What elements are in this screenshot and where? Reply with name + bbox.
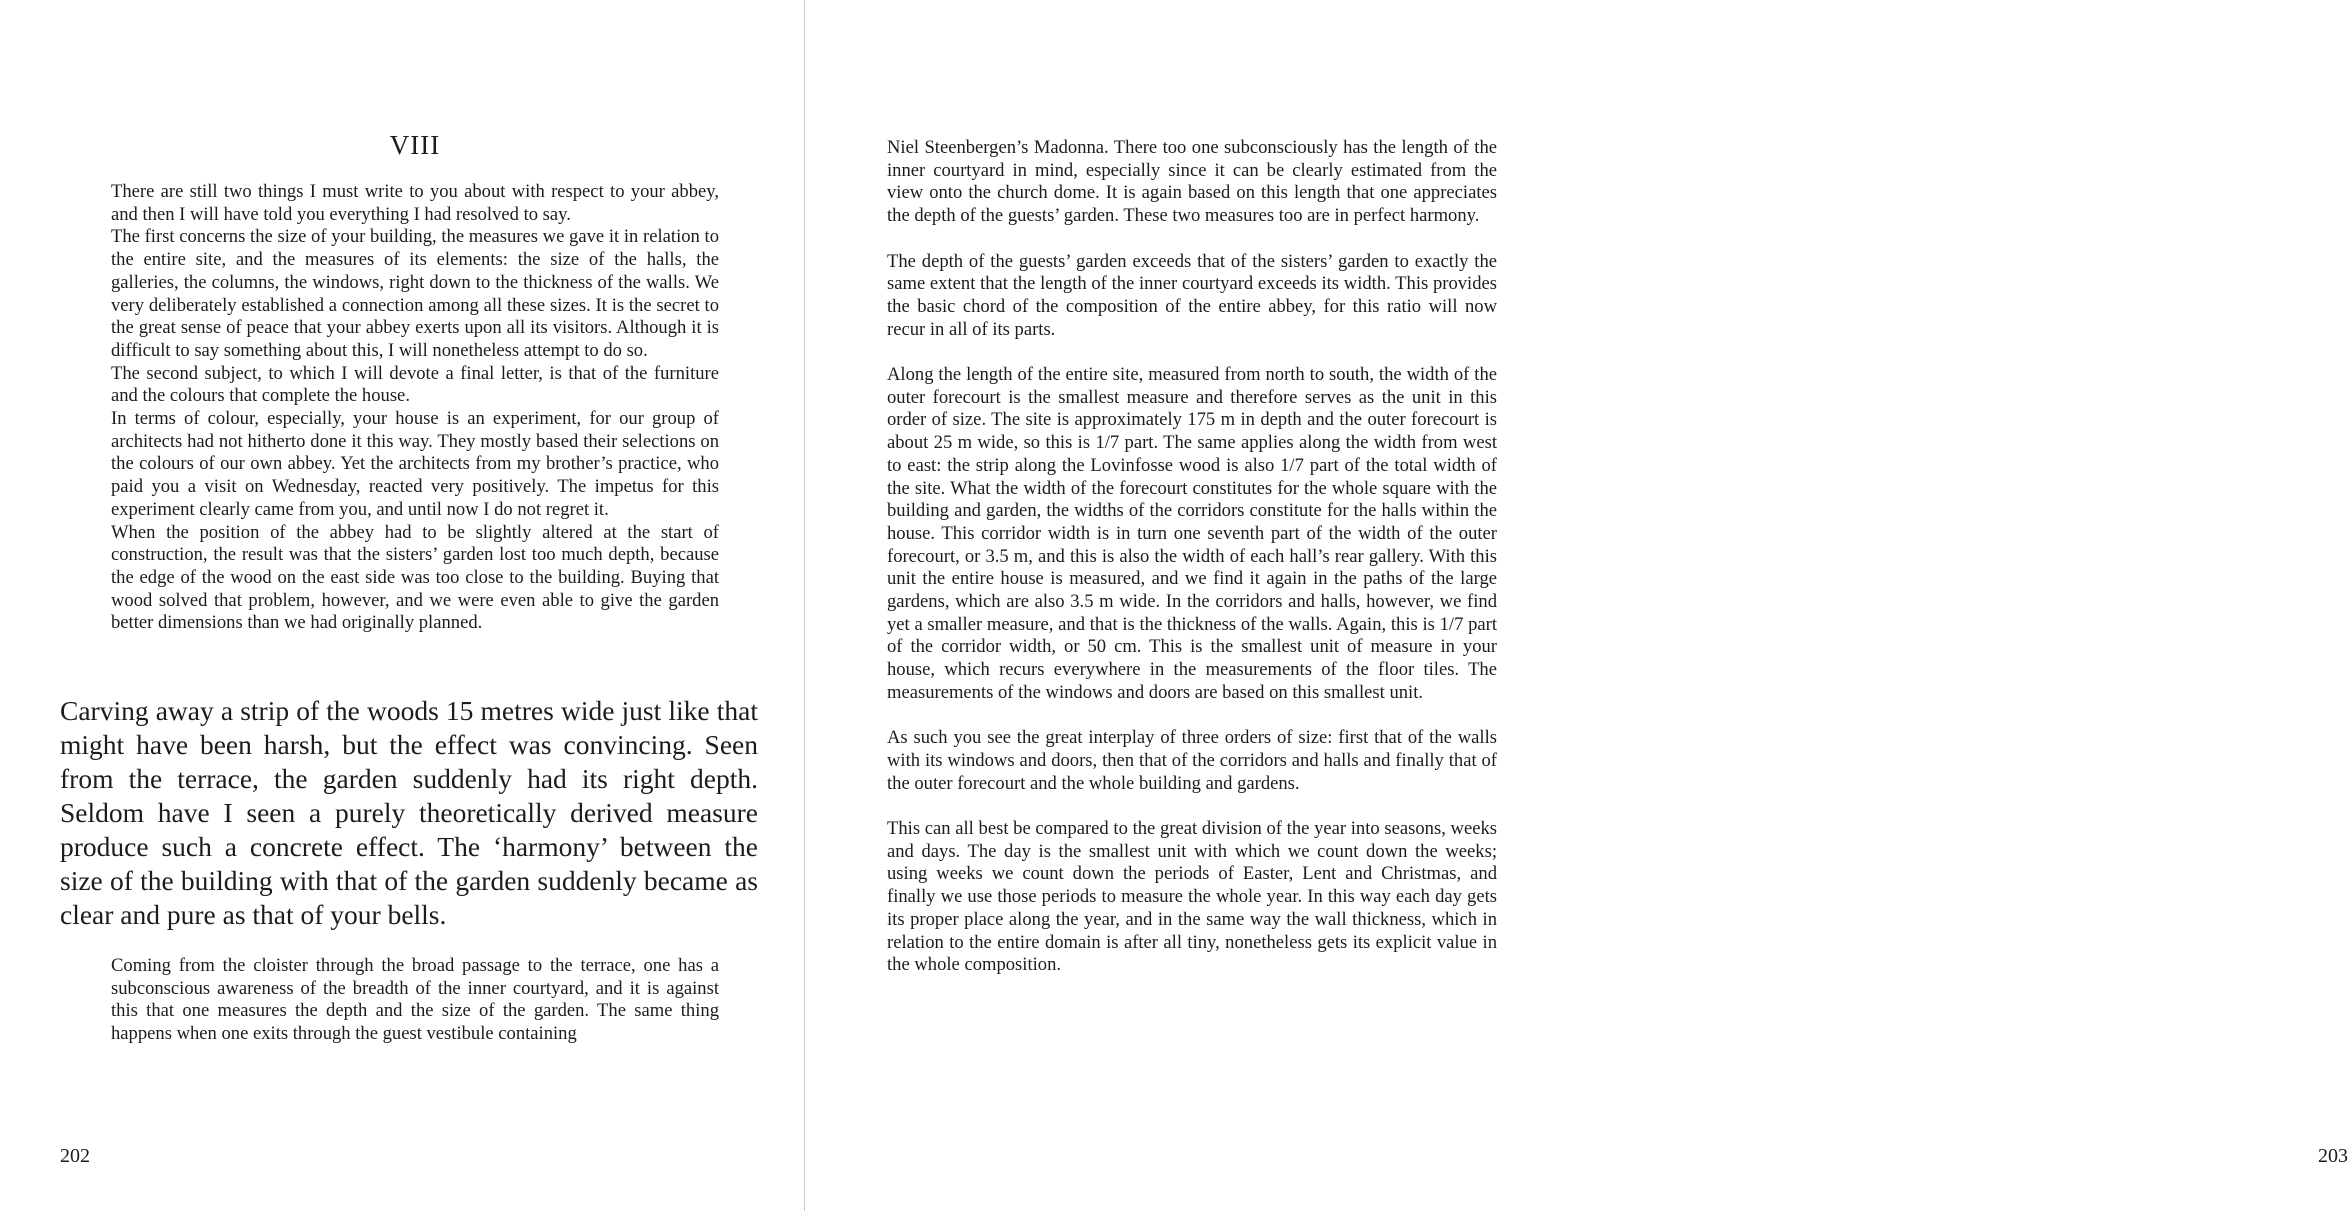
paragraph: Niel Steenbergen’s Madonna. There too one subconsciously has the length of the inner courtyard in mind, especially since it can be clearly estimated from the view onto the church dome. It is again based on this length that one appreciates the depth of the guests’ garden. These two measures too are in perfect harmony. — [887, 137, 1497, 227]
paragraph: This can all best be compared to the great division of the year into seasons, weeks and days. The day is the smallest unit with which we count down the weeks; using weeks we count down the periods of Easter, Lent and Christmas, and finally we use those periods to measure the whole year. In this way each day gets its proper place along the year, and in the same way the wall thickness, which in relation to the entire domain is after all tiny, nonetheless gets its explicit value in the whole composition. — [887, 818, 1497, 976]
paragraph: Coming from the cloister through the broad passage to the terrace, one has a subconscious awareness of the breadth of the inner courtyard, and it is against this that one measures the depth and the size of the garden. The same thing happens when one exits through the guest vestibule containing — [111, 955, 719, 1045]
paragraph: The first concerns the size of your building, the measures we gave it in relation to the entire site, and the measures of its elements: the size of the halls, the galleries, the columns, the windows, right down to the thickness of the walls. We very deliberately established a connection among all these sizes. It is the secret to the great sense of peace that your abbey exerts upon all its visitors. Although it is difficult to say something about this, I will nonetheless attempt to do so. — [111, 226, 719, 361]
page-number-left: 202 — [60, 1145, 90, 1167]
paragraph: The depth of the guests’ garden exceeds that of the sisters’ garden to exactly the same extent that the length of the inner courtyard exceeds its width. This provides the basic chord of the composition of the entire abbey, for this ratio will now recur in all of its parts. — [887, 250, 1497, 340]
book-gutter — [804, 0, 805, 1211]
left-closing-text — [111, 955, 719, 1046]
paragraph: In terms of colour, especially, your house is an experiment, for our group of architects had not hitherto done it this way. They mostly based their selections on the colours of our own abbey. Yet the architects from my brother’s practice, who paid you a visit on Wednesday, reacted very positively. The impetus for this experiment clearly came from you, and until now I do not regret it. — [111, 408, 719, 520]
paragraph: When the position of the abbey had to be slightly altered at the start of construction, the result was that the sisters’ garden lost too much depth, because the edge of the wood on the east side was too close to the building. Buying that wood solved that problem, however, and we were even able to give the garden better dimensions than we had originally planned. — [111, 521, 719, 634]
chapter-title: VIII — [389, 130, 441, 160]
paragraph: There are still two things I must write to you about with respect to your abbey, and then I will have told you everything I had resolved to say. — [111, 181, 719, 225]
pull-quote: Carving away a strip of the woods 15 metres wide just like that might have been harsh, but the effect was convincing. Seen from the terrace, the garden suddenly had its right depth. Seldom have I seen a purely theoretically derived measure produce such a concrete effect. The ‘harmony’ between the size of the building with that of the garden suddenly became as clear and pure as that of your bells. — [60, 695, 758, 930]
right-body-text — [887, 137, 1497, 977]
left-body-text — [111, 181, 719, 635]
paragraph: The second subject, to which I will devote a final letter, is that of the furniture and the colours that complete the house. — [111, 362, 719, 407]
paragraph: As such you see the great interplay of three orders of size: first that of the walls with its windows and doors, then that of the corridors and halls and finally that of the outer forecourt and the whole building and gardens. — [887, 727, 1497, 794]
left-page — [0, 0, 804, 1211]
paragraph: Along the length of the entire site, measured from north to south, the width of the outer forecourt is the smallest measure and therefore serves as the unit in this order of size. The site is approximately 175 m in depth and the outer forecourt is about 25 m wide, so this is 1/7 part. The same applies along the width from west to east: the strip along the Lovinfosse wood is also 1/7 part of the total width of the site. What the width of the forecourt constitutes for the whole square with the building and garden, the widths of the corridors constitute for the halls within the house. This corridor width is in turn one seventh part of the width of the outer forecourt, or 3.5 m, and this is also the width of each hall’s rear gallery. With this unit the entire house is measured, and we find it again in the paths of the large gardens, which are also 3.5 m wide. In the corridors and halls, however, we find yet a smaller measure, and that is the thickness of the walls. Again, this is 1/7 part of the corridor width, or 50 cm. This is the smallest unit of measure in your house, which recurs everywhere in the measurements of the floor tiles. The measurements of the windows and doors are based on this smallest unit. — [887, 364, 1497, 703]
page-number-right: 203 — [2318, 1145, 2348, 1167]
